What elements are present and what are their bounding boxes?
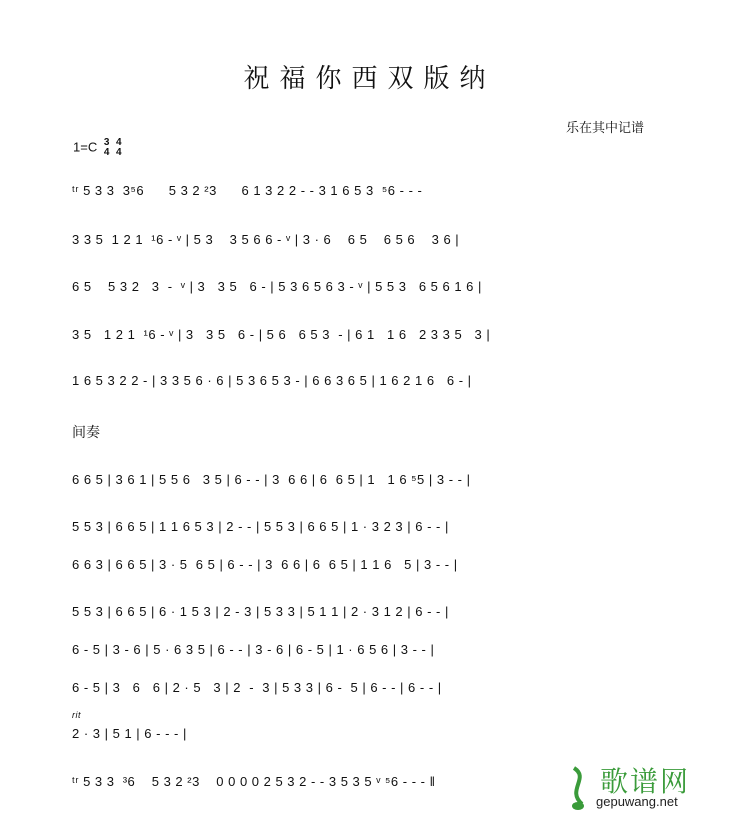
score-line-7: 5 5 3 | 6 6 5 | 1 1 6 5 3 | 2 - - | 5 5 3 | 6 6 5 | 1 · 3 2 3 | 6 - - | (72, 519, 449, 534)
score-line-13: ᵗʳ 5 3 3 ³6 5 3 2 ²3 0 0 0 0 2 5 3 2 - - 3 5 3 5 ᵛ ⁵6 - - - ‖ (72, 774, 436, 789)
score-line-3: 6 5 5 3 2 3 - ᵛ | 3 3 5 6 - | 5 3 6 5 6 3 - ᵛ | 5 5 3 6 5 6 1 6 | (72, 279, 482, 294)
score-line-12: 2 · 3 | 5 1 | 6 - - - | (72, 726, 187, 741)
key-time-signature (73, 138, 122, 158)
score-line-5: 1 6 5 3 2 2 - | 3 3 5 6 · 6 | 5 3 6 5 3 - | 6 6 3 6 5 | 1 6 2 1 6 6 - | (72, 373, 472, 388)
author-credit: 乐在其中记谱 (566, 120, 645, 135)
score-line-10: 6 - 5 | 3 - 6 | 5 · 6 3 5 | 6 - - | 3 - 6 | 6 - 5 | 1 · 6 5 6 | 3 - - | (72, 642, 435, 657)
score-line-9: 5 5 3 | 6 6 5 | 6 · 1 5 3 | 2 - 3 | 5 3 3 | 5 1 1 | 2 · 3 1 2 | 6 - - | (72, 604, 449, 619)
watermark (560, 760, 735, 816)
rit-marking: rit (72, 710, 81, 720)
score-title: 祝福你西双版纳 (243, 64, 496, 94)
key-signature: 1=C (73, 139, 98, 155)
score-line-11: 6 - 5 | 3 6 6 | 2 · 5 3 | 2 - 3 | 5 3 3 | 6 - 5 | 6 - - | 6 - - | (72, 680, 442, 695)
score-line-2: 3 3 5 1 2 1 ¹6 - ᵛ | 5 3 3 5 6 6 - ᵛ | 3 · 6 6 5 6 5 6 3 6 | (72, 232, 460, 247)
time-signature-1: 3 4 (103, 137, 110, 158)
interlude-label: 间奏 (72, 424, 100, 440)
watermark-url: gepuwang.net (596, 794, 678, 809)
score-line-1: ᵗʳ 5 3 3 3⁵6 5 3 2 ²3 6 1 3 2 2 - - 3 1 6 5 3 ⁵6 - - - (72, 183, 423, 198)
score-line-6: 6 6 5 | 3 6 1 | 5 5 6 3 5 | 6 - - | 3 6 6 | 6 6 5 | 1 1 6 ⁵5 | 3 - - | (72, 472, 471, 487)
score-line-4: 3 5 1 2 1 ¹6 - ᵛ | 3 3 5 6 - | 5 6 6 5 3 - | 6 1 1 6 2 3 3 5 3 | (72, 327, 491, 342)
score-line-8: 6 6 3 | 6 6 5 | 3 · 5 6 5 | 6 - - | 3 6 6 | 6 6 5 | 1 1 6 5 | 3 - - | (72, 557, 458, 572)
watermark-title: 歌谱网 (600, 765, 691, 798)
time-signature-2: 4 4 (116, 137, 122, 158)
